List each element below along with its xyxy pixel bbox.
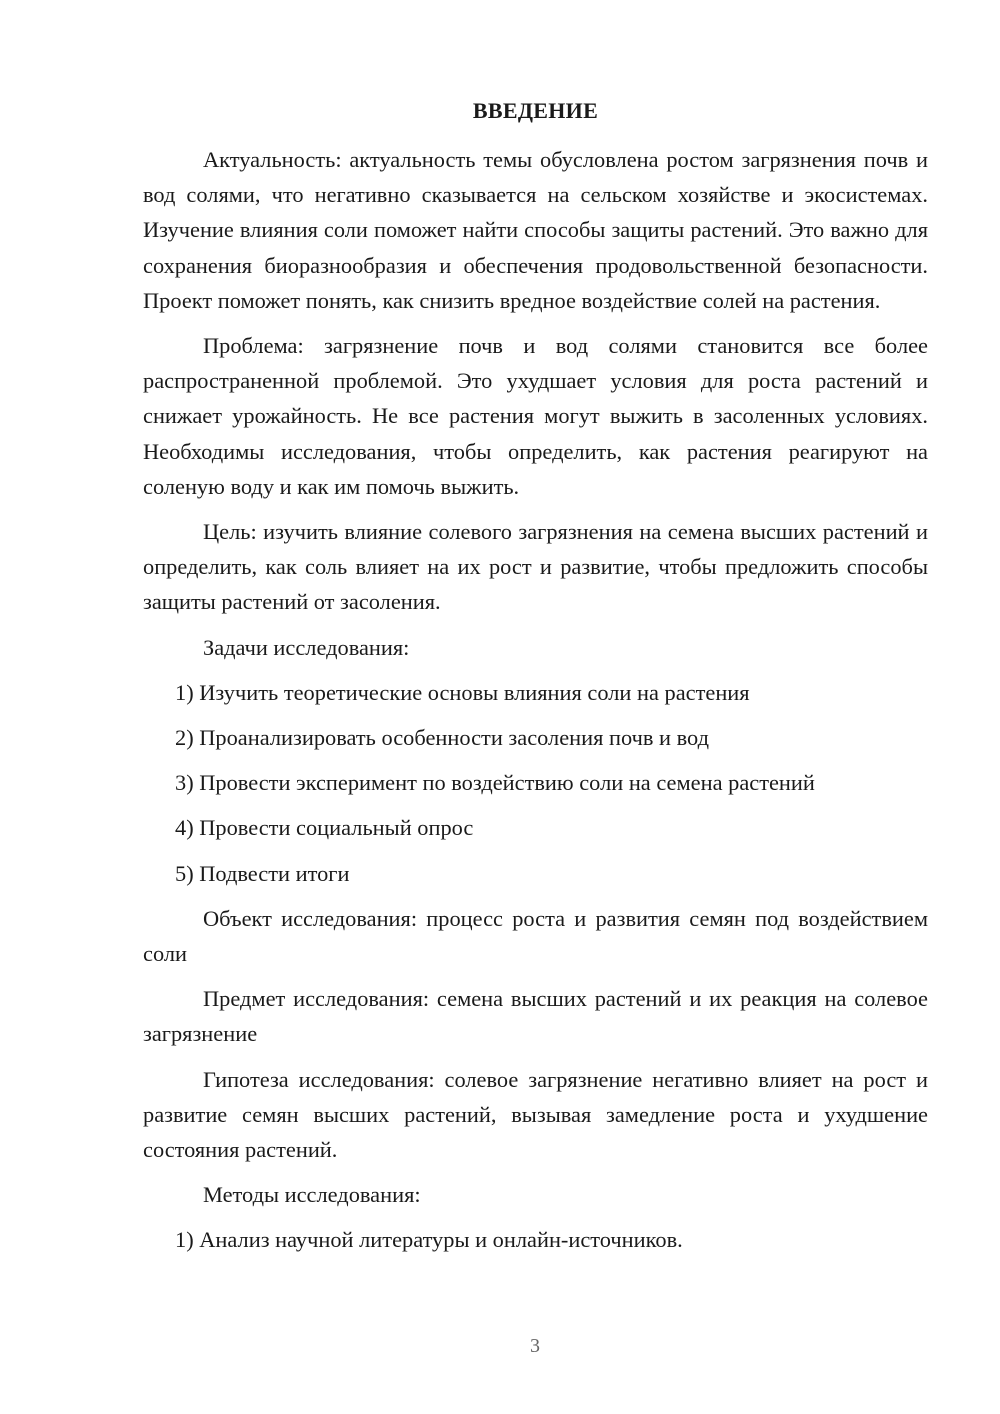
paragraph-problem: Проблема: загрязнение почв и вод солями становится все более распространенной проблемой. Это ухудшает условия для роста растений и снижает урожайность. Не все растения могут выжить в засоленных условиях. Необходимы исследования, чтобы определить, как растения реагируют на соленую воду и как им помочь выжить. <box>143 333 928 499</box>
paragraph-goal: Цель: изучить влияние солевого загрязнения на семена высших растений и определить, как соль влияет на их рост и развитие, чтобы предложить способы защиты растений от засоления. <box>143 519 928 615</box>
list-item: 4) Провести социальный опрос <box>175 815 474 841</box>
list-item: 1) Анализ научной литературы и онлайн-источников. <box>175 1227 683 1253</box>
list-item: 1) Изучить теоретические основы влияния соли на растения <box>175 679 750 705</box>
methods-heading: Методы исследования: <box>203 1182 421 1208</box>
methods-list <box>143 1222 928 1257</box>
tasks-list <box>143 675 928 891</box>
list-item: 3) Провести эксперимент по воздействию соли на семена растений <box>175 770 815 796</box>
paragraph-subject: Предмет исследования: семена высших растений и их реакция на солевое загрязнение <box>143 986 928 1047</box>
paragraph-object: Объект исследования: процесс роста и развития семян под воздействием соли <box>143 905 928 967</box>
tasks-heading: Задачи исследования: <box>203 634 410 660</box>
page-number: 3 <box>530 1335 540 1357</box>
paragraph-hypothesis: Гипотеза исследования: солевое загрязнение негативно влияет на рост и развитие семян высших растений, вызывая замедление роста и ухудшение состояния растений. <box>143 1066 928 1163</box>
paragraph-relevance: Актуальность: актуальность темы обусловлена ростом загрязнения почв и вод солями, что негативно сказывается на сельском хозяйстве и экосистемах. Изучение влияния соли поможет найти способы защиты растений. Это важно для сохранения биоразнообразия и обеспечения продовольственной безопасности. Проект поможет понять, как снизить вредное воздействие солей на растения. <box>143 147 928 313</box>
list-item: 2) Проанализировать особенности засоления почв и вод <box>175 725 709 751</box>
document-body <box>143 142 928 1268</box>
page-title: ВВЕДЕНИЕ <box>472 98 599 123</box>
list-item: 5) Подвести итоги <box>175 860 350 886</box>
